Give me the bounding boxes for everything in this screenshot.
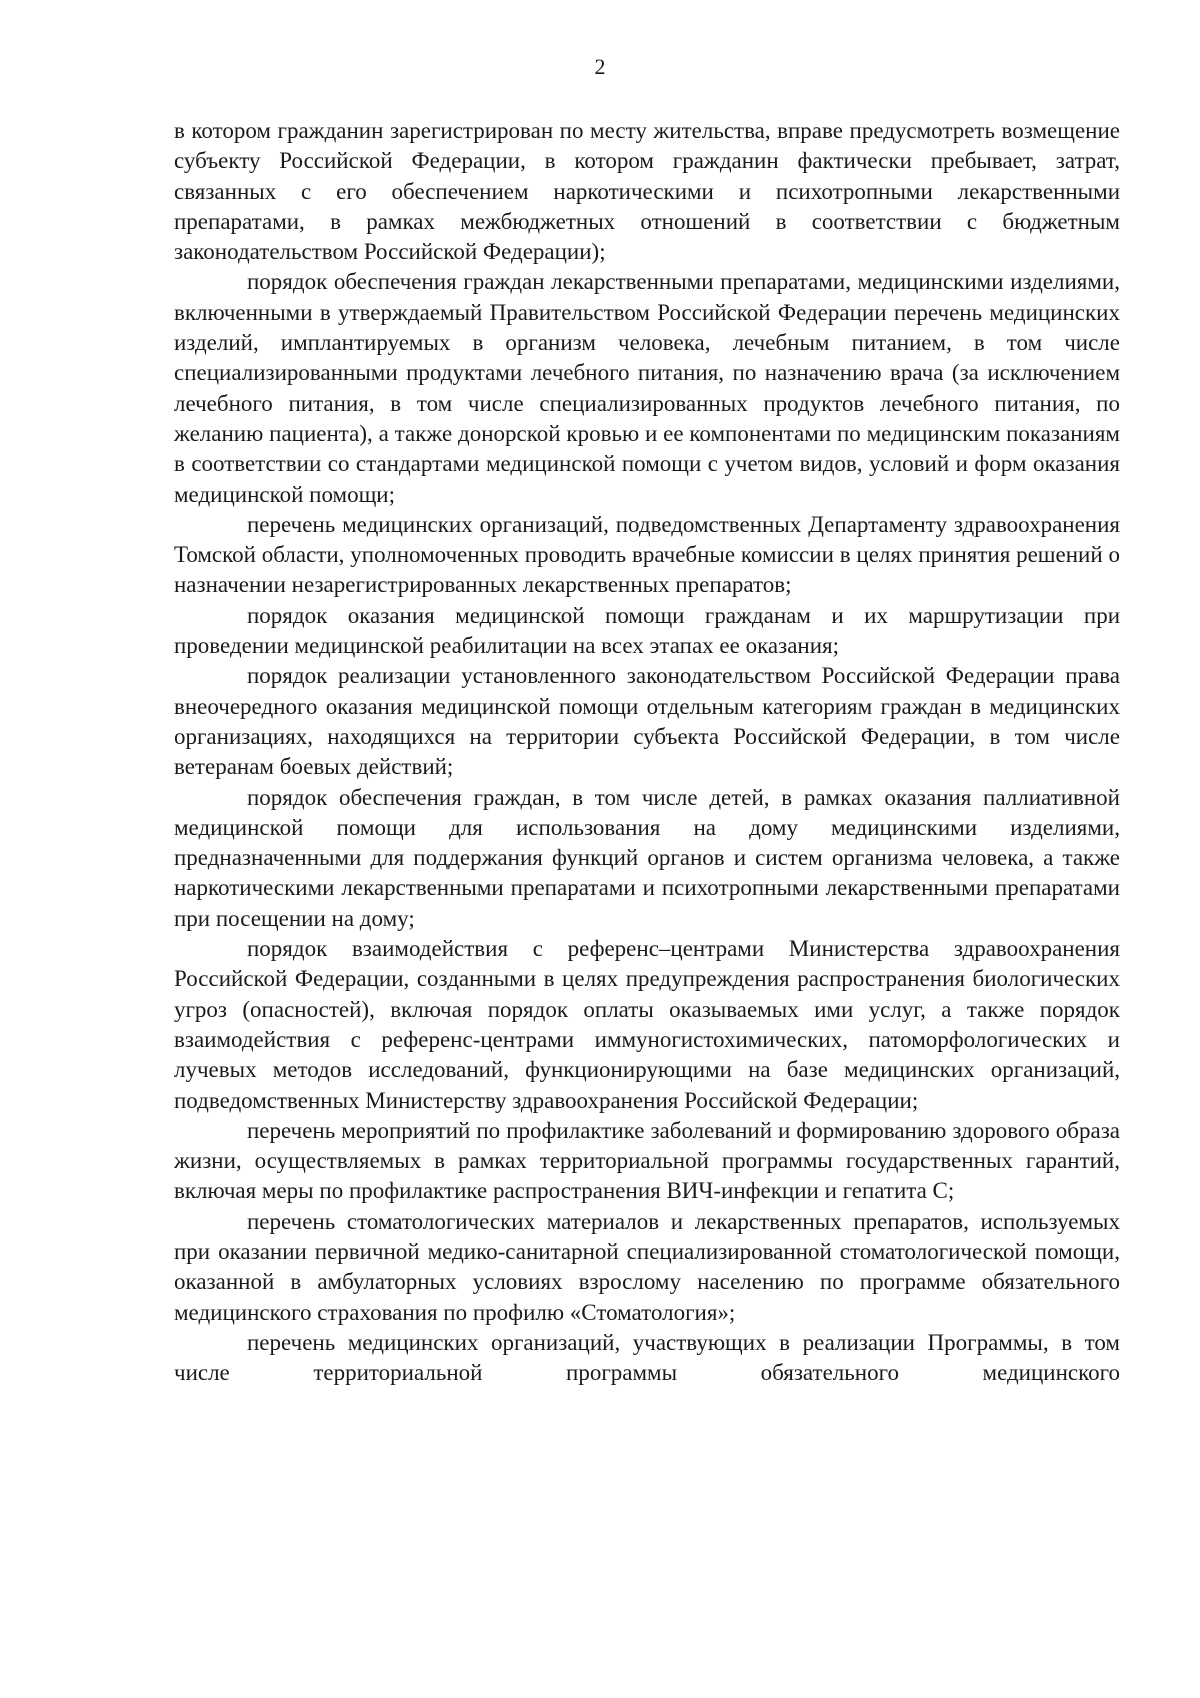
paragraph-5: порядок реализации установленного законодательством Российской Федерации права внеочередного оказания медицинской помощи отдельным категориям граждан в медицинских организациях, находящихся на территории субъекта Российской Федерации, в том числе ветеранам боевых действий; bbox=[174, 663, 1120, 780]
paragraph-6: порядок обеспечения граждан, в том числе детей, в рамках оказания паллиативной медицинской помощи для использования на дому медицинскими изделиями, предназначенными для поддержания функций органов и систем организма человека, а также наркотическими лекарственными препаратами и психотропными лекарственными препаратами при посещении на дому; bbox=[174, 784, 1120, 931]
paragraph-7: порядок взаимодействия с референс–центрами Министерства здравоохранения Российской Федерации, созданными в целях предупреждения распространения биологических угроз (опасностей), включая порядок оплаты оказываемых ими услуг, а также порядок взаимодействия с референс-центрами иммуногистохимических, патоморфологических и лучевых методов исследований, функционирующими на базе медицинских организаций, подведомственных Министерству здравоохранения Российской Федерации; bbox=[174, 936, 1120, 1113]
paragraph-9: перечень стоматологических материалов и лекарственных препаратов, используемых при оказании первичной медико-санитарной специализированной стоматологической помощи, оказанной в амбулаторных условиях взрослому населению по программе обязательного медицинского страхования по профилю «Стоматология»; bbox=[174, 1208, 1120, 1325]
page-number: 2 bbox=[594, 54, 606, 79]
document-body bbox=[174, 116, 1120, 1388]
paragraph-2: порядок обеспечения граждан лекарственными препаратами, медицинскими изделиями, включенными в утверждаемый Правительством Российской Федерации перечень медицинских изделий, имплантируемых в организм человека, лечебным питанием, в том числе специализированными продуктами лечебного питания, по назначению врача (за исключением лечебного питания, в том числе специализированных продуктов лечебного питания, по желанию пациента), а также донорской кровью и ее компонентами по медицинским показаниям в соответствии со стандартами медицинской помощи с учетом видов, условий и форм оказания медицинской помощи; bbox=[174, 269, 1120, 507]
paragraph-8: перечень мероприятий по профилактике заболеваний и формированию здорового образа жизни, осуществляемых в рамках территориальной программы государственных гарантий, включая меры по профилактике распространения ВИЧ-инфекции и гепатита С; bbox=[174, 1117, 1120, 1204]
paragraph-4: порядок оказания медицинской помощи гражданам и их маршрутизации при проведении медицинской реабилитации на всех этапах ее оказания; bbox=[174, 602, 1120, 659]
paragraph-10: перечень медицинских организаций, участвующих в реализации Программы, в том числе территориальной программы обязательного медицинского bbox=[174, 1329, 1120, 1386]
paragraph-1: в котором гражданин зарегистрирован по месту жительства, вправе предусмотреть возмещение субъекту Российской Федерации, в котором гражданин фактически пребывает, затрат, связанных с его обеспечением наркотическими и психотропными лекарственными препаратами, в рамках межбюджетных отношений в соответствии с бюджетным законодательством Российской Федерации); bbox=[174, 118, 1120, 265]
paragraph-3: перечень медицинских организаций, подведомственных Департаменту здравоохранения Томской области, уполномоченных проводить врачебные комиссии в целях принятия решений о назначении незарегистрированных лекарственных препаратов; bbox=[174, 511, 1120, 598]
